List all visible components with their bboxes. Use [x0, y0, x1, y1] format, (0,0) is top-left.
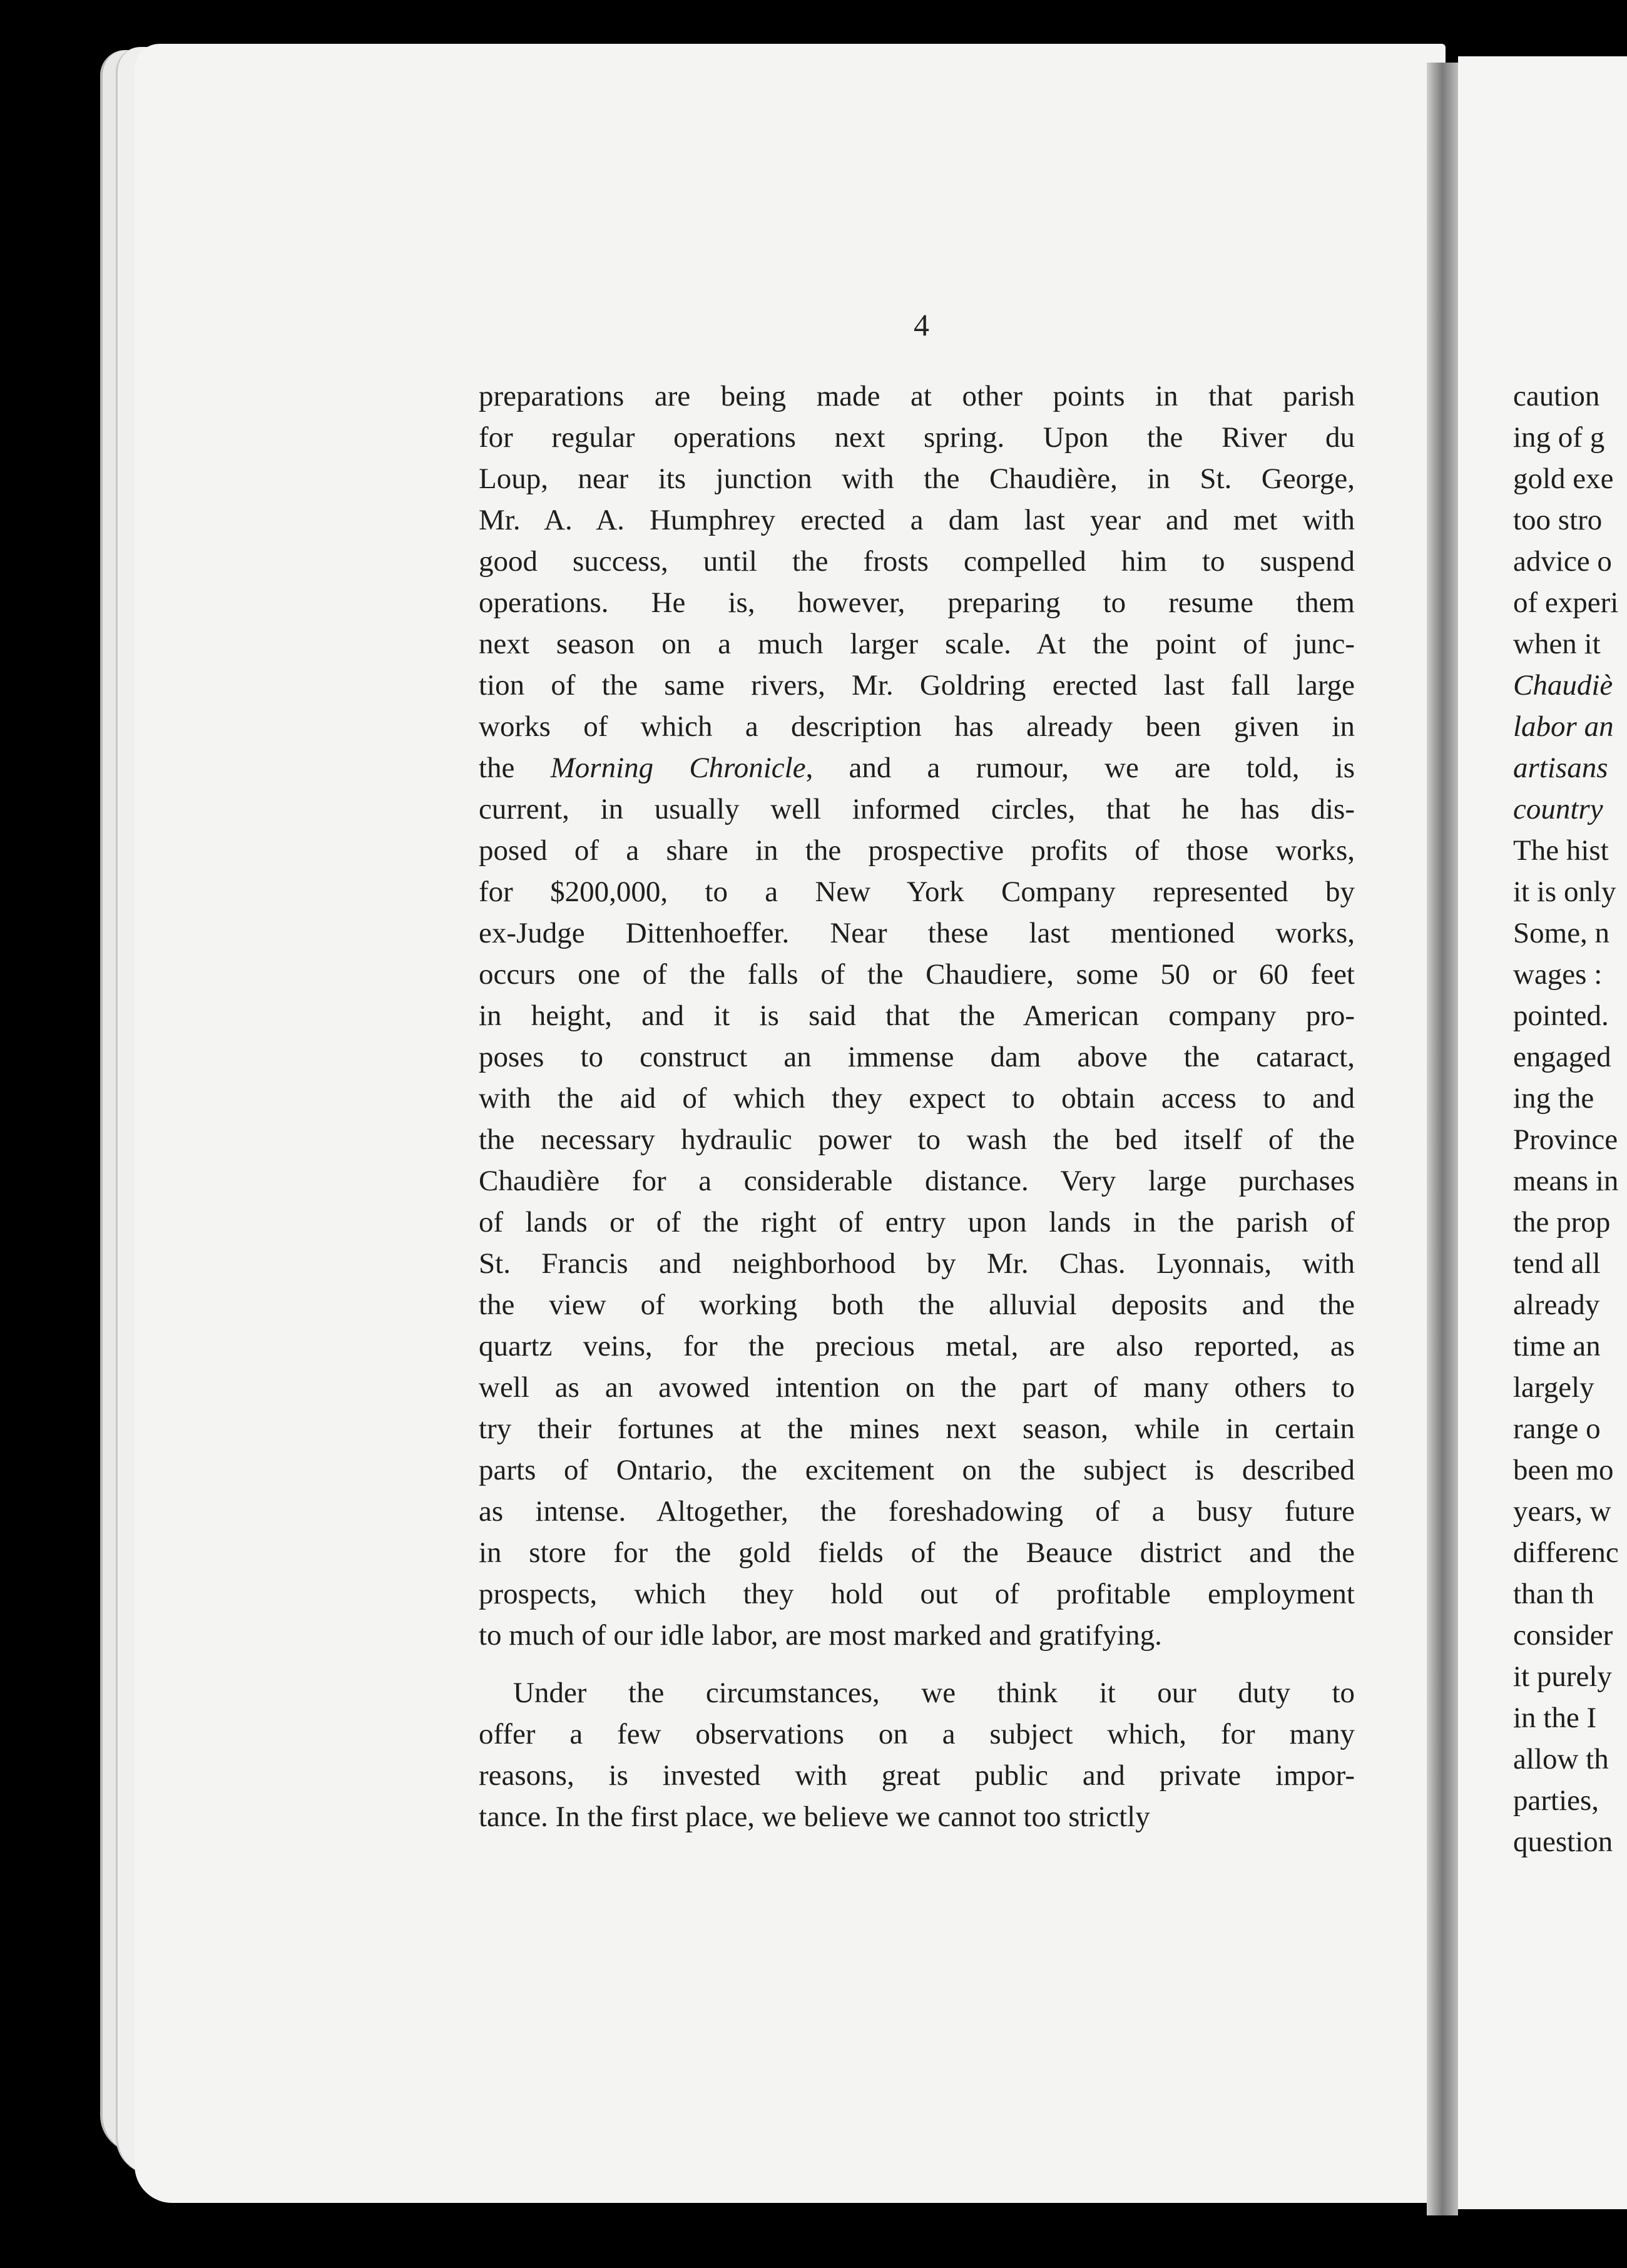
text-line: Loup, near its junction with the Chaudière, in St. George, — [479, 462, 1355, 495]
right-text-line: the prop — [1513, 1206, 1611, 1239]
right-text-line: caution — [1513, 380, 1600, 412]
text-line: parts of Ontario, the excitement on the subject is described — [479, 1454, 1355, 1486]
right-text-line: wages : — [1513, 958, 1603, 991]
right-text-line: engaged — [1513, 1041, 1611, 1073]
right-text-line: it is only — [1513, 876, 1616, 908]
right-text-line: Some, n — [1513, 917, 1610, 949]
text-line: next season on a much larger scale. At the point of junc- — [479, 628, 1355, 660]
text-line: preparations are being made at other points in that parish — [479, 380, 1355, 412]
text-line: in store for the gold fields of the Beauce district and the — [479, 1536, 1355, 1569]
paragraph-2 — [479, 1672, 1355, 1837]
text-line: poses to construct an immense dam above the cataract, — [479, 1041, 1355, 1073]
right-text-line: range o — [1513, 1412, 1601, 1445]
text-line: offer a few observations on a subject which, for many — [479, 1718, 1355, 1750]
right-text-line: differenc — [1513, 1536, 1619, 1569]
text-line: Under the circumstances, we think it our duty to — [513, 1677, 1355, 1709]
right-text-line: of experi — [1513, 586, 1619, 619]
right-text-line: consider — [1513, 1619, 1613, 1652]
right-text-line: ing the — [1513, 1082, 1594, 1115]
text-line: good success, until the frosts compelled him to suspend — [479, 545, 1355, 578]
right-text-line: labor an — [1513, 710, 1614, 743]
right-text-line: means in — [1513, 1165, 1619, 1197]
right-text-line: it purely — [1513, 1660, 1612, 1693]
right-text-line: than th — [1513, 1578, 1594, 1610]
right-text-line: in the I — [1513, 1702, 1597, 1734]
text-line: St. Francis and neighborhood by Mr. Chas. Lyonnais, with — [479, 1247, 1355, 1280]
right-text-line: time an — [1513, 1330, 1601, 1362]
right-text-line: ing of g — [1513, 421, 1605, 454]
main-column-text — [479, 375, 1355, 1837]
text-line: tion of the same rivers, Mr. Goldring erected last fall large — [479, 669, 1355, 702]
text-line: the Morning Chronicle, and a rumour, we are told, is — [479, 752, 1355, 784]
right-text-line: gold exe — [1513, 462, 1614, 495]
right-text-line: Province — [1513, 1123, 1618, 1156]
text-line: Mr. A. A. Humphrey erected a dam last year and met with — [479, 504, 1355, 536]
text-line: tance. In the first place, we believe we cannot too strictly — [479, 1801, 1150, 1833]
newspaper-title: Morning Chronicle — [550, 752, 806, 784]
text-line: Chaudière for a considerable distance. Very large purchases — [479, 1165, 1355, 1197]
right-text-line: pointed. — [1513, 999, 1609, 1032]
text-line: prospects, which they hold out of profitable employment — [479, 1578, 1355, 1610]
right-text-line: when it — [1513, 628, 1601, 660]
text-line: current, in usually well informed circles, that he has dis- — [479, 793, 1355, 825]
right-text-line: parties, — [1513, 1784, 1599, 1817]
text-line: for $200,000, to a New York Company represented by — [479, 876, 1355, 908]
book-gutter — [1427, 63, 1458, 2215]
text-line: with the aid of which they expect to obtain access to and — [479, 1082, 1355, 1115]
text-line: operations. He is, however, preparing to resume them — [479, 586, 1355, 619]
text-line: reasons, is invested with great public and private impor- — [479, 1759, 1355, 1792]
text-line: well as an avowed intention on the part of many others to — [479, 1371, 1355, 1404]
right-text-line: country — [1513, 793, 1603, 825]
paragraph-1 — [479, 375, 1355, 1656]
right-text-line: artisans — [1513, 752, 1608, 784]
text-line: works of which a description has already been given in — [479, 710, 1355, 743]
right-text-line: already — [1513, 1289, 1600, 1321]
text-line: to much of our idle labor, are most marked and gratifying. — [479, 1619, 1162, 1652]
right-text-line: Chaudiè — [1513, 669, 1613, 702]
right-text-line: The hist — [1513, 834, 1609, 867]
text-line: for regular operations next spring. Upon the River du — [479, 421, 1355, 454]
right-text-line: too stro — [1513, 504, 1603, 536]
right-column-text — [1513, 375, 1619, 1862]
text-line: ex-Judge Dittenhoeffer. Near these last mentioned works, — [479, 917, 1355, 949]
text-line: occurs one of the falls of the Chaudiere, some 50 or 60 feet — [479, 958, 1355, 991]
page-number: 4 — [914, 307, 929, 342]
right-text-line: years, w — [1513, 1495, 1611, 1528]
right-text-line: allow th — [1513, 1743, 1609, 1775]
text-line: quartz veins, for the precious metal, are also reported, as — [479, 1330, 1355, 1362]
text-line: the view of working both the alluvial deposits and the — [479, 1289, 1355, 1321]
text-line: try their fortunes at the mines next season, while in certain — [479, 1412, 1355, 1445]
text-line: of lands or of the right of entry upon lands in the parish of — [479, 1206, 1355, 1239]
right-text-line: question — [1513, 1826, 1613, 1858]
text-line: as intense. Altogether, the foreshadowing of a busy future — [479, 1495, 1355, 1528]
text-line: the necessary hydraulic power to wash the bed itself of the — [479, 1123, 1355, 1156]
right-text-line: been mo — [1513, 1454, 1614, 1486]
right-text-line: largely — [1513, 1371, 1594, 1404]
text-line: in height, and it is said that the American company pro- — [479, 999, 1355, 1032]
right-text-line: advice o — [1513, 545, 1612, 578]
right-text-line: tend all — [1513, 1247, 1601, 1280]
text-line: posed of a share in the prospective profits of those works, — [479, 834, 1355, 867]
